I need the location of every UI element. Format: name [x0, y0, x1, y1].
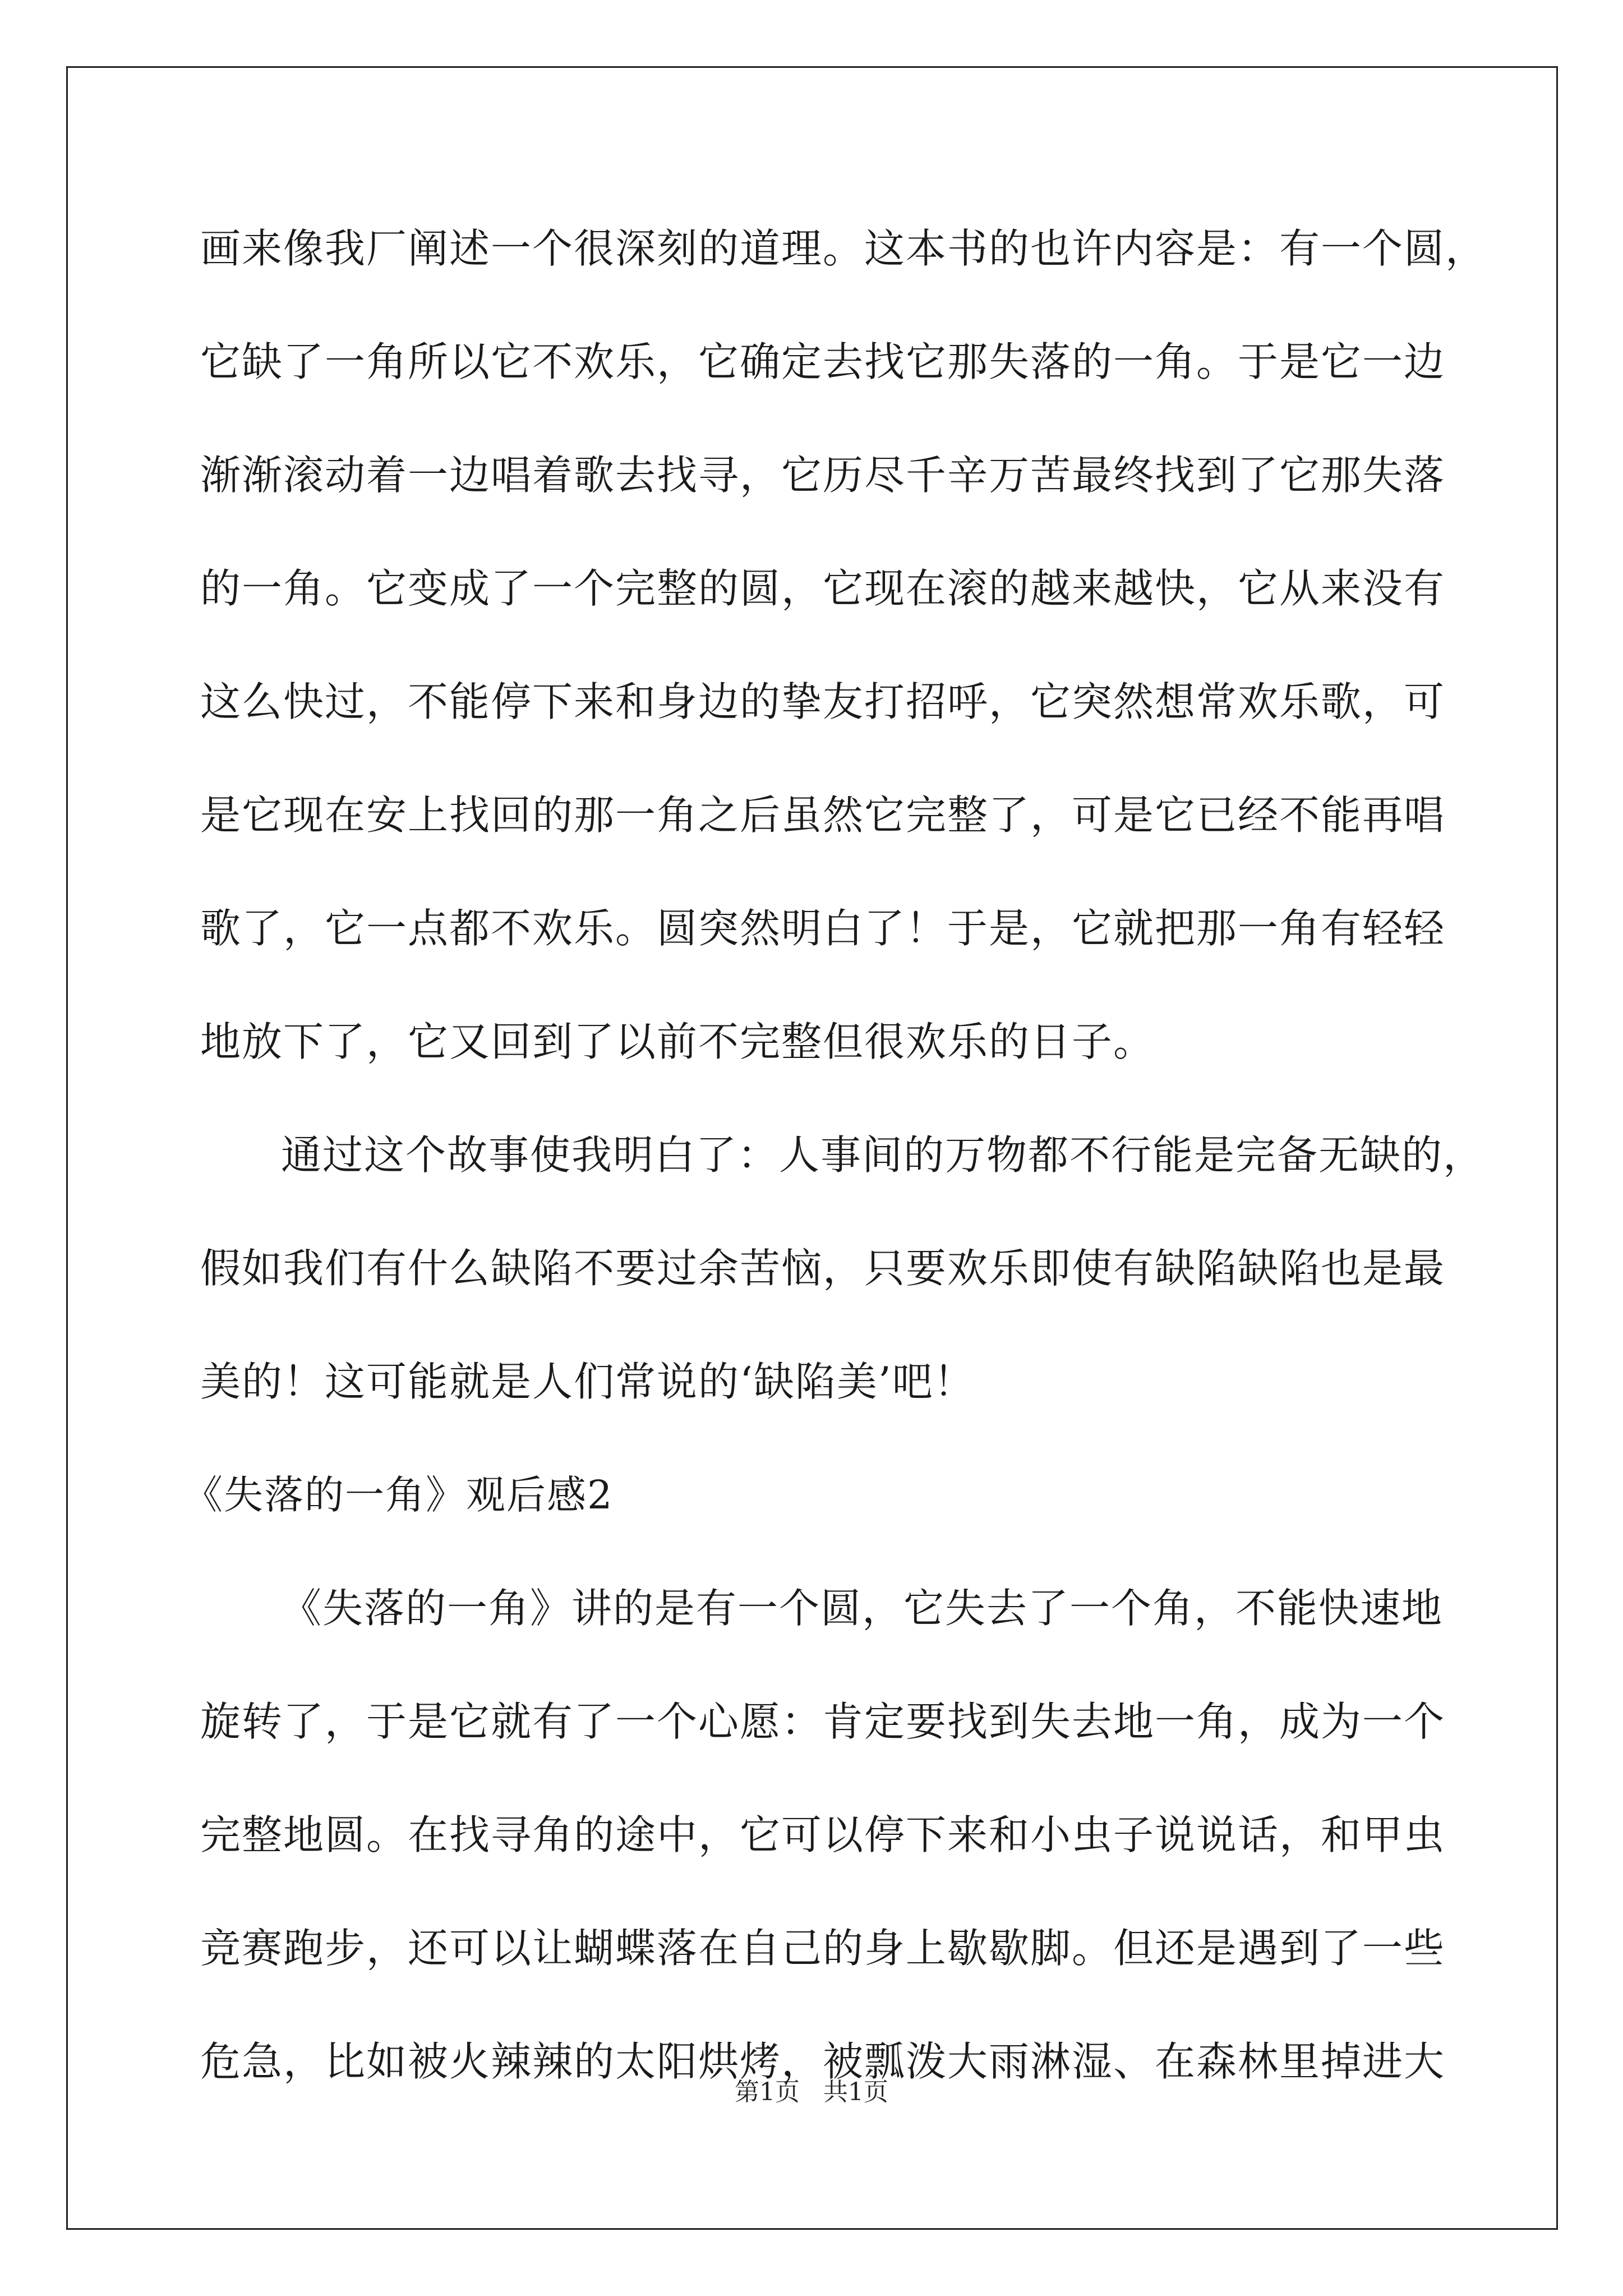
text-line: 美的！这可能就是人们常说的‘缺陷美’吧！: [200, 1358, 975, 1405]
document-body: [183, 206, 1487, 2133]
page-total: 共1页: [823, 2078, 888, 2106]
text-line: 竞赛跑步，还可以让蝴蝶落在自己的身上歇歇脚。但还是遇到了一些: [200, 1925, 1446, 1972]
text-line: 歌了，它一点都不欢乐。圆突然明白了！于是，它就把那一角有轻轻: [200, 905, 1446, 952]
text-line: 这么快过，不能停下来和身边的挚友打招呼，它突然想常欢乐歌，可: [200, 678, 1446, 725]
text-line: 地放下了，它又回到了以前不完整但很欢乐的日子。: [200, 1018, 1155, 1065]
paragraph-start-line: 《失落的一角》讲的是有一个圆，它失去了一个角，不能快速地: [281, 1585, 1444, 1632]
text-line: 渐渐滚动着一边唱着歌去找寻，它历尽千辛万苦最终找到了它那失落: [200, 452, 1446, 499]
page-footer: [0, 2076, 1623, 2109]
text-line: 画来像我厂阐述一个很深刻的道理。这本书的也许内容是：有一个圆，: [200, 225, 1487, 272]
text-line: 假如我们有什么缺陷不要过余苦恼，只要欢乐即使有缺陷缺陷也是最: [200, 1245, 1446, 1292]
text-line: 完整地圆。在找寻角的途中，它可以停下来和小虫子说说话，和甲虫: [200, 1811, 1446, 1858]
text-line: 是它现在安上找回的那一角之后虽然它完整了，可是它已经不能再唱: [200, 792, 1446, 839]
section-heading: 《失落的一角》观后感2: [183, 1472, 614, 1518]
text-line: 危急，比如被火辣辣的太阳烘烤，被瓢泼大雨淋湿、在森林里掉进大: [200, 2038, 1446, 2085]
text-line: 的一角。它变成了一个完整的圆，它现在滚的越来越快，它从来没有: [200, 565, 1446, 612]
page-number: 第1页: [735, 2078, 800, 2106]
text-line: 它缺了一角所以它不欢乐，它确定去找它那失落的一角。于是它一边: [200, 338, 1446, 385]
paragraph-start-line: 通过这个故事使我明白了：人事间的万物都不行能是完备无缺的，: [281, 1131, 1485, 1179]
text-line: 旋转了，于是它就有了一个心愿：肯定要找到失去地一角，成为一个: [200, 1698, 1446, 1745]
